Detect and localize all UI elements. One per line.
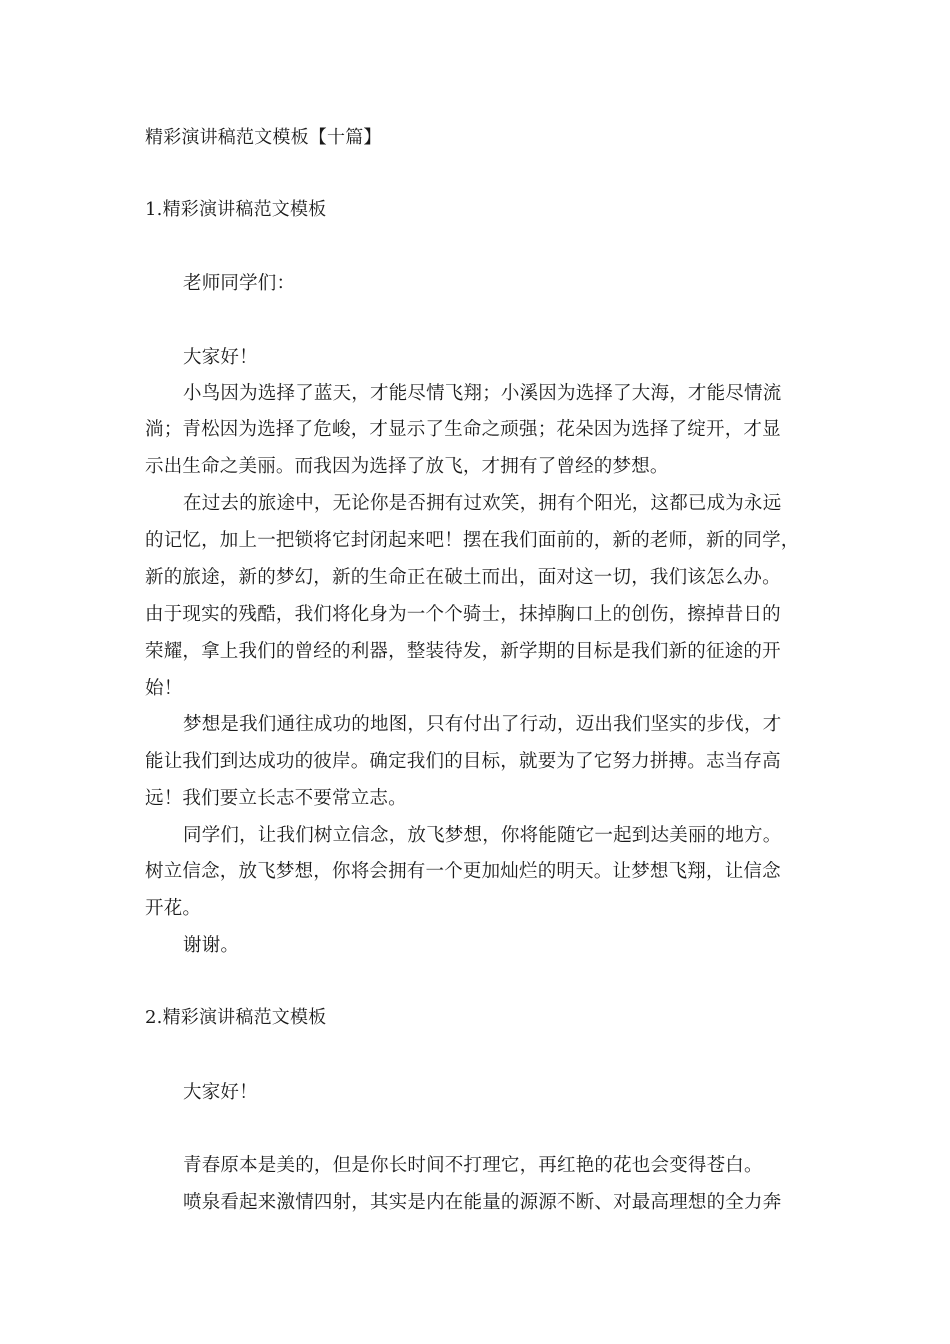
paragraph-line: 始！	[145, 678, 183, 699]
paragraph-line: 大家好！	[183, 347, 258, 368]
paragraph-line: 谢谢。	[183, 935, 240, 956]
paragraph-line: 老师同学们：	[183, 273, 296, 294]
paragraph-line: 在过去的旅途中，无论你是否拥有过欢笑，拥有个阳光，这都已成为永远	[183, 493, 782, 514]
paragraph-line: 喷泉看起来激情四射，其实是内在能量的源源不断、对最高理想的全力奔	[183, 1192, 782, 1213]
section-heading-2: 2.精彩演讲稿范文模板	[145, 1007, 327, 1028]
paragraph-line: 同学们，让我们树立信念，放飞梦想，你将能随它一起到达美丽的地方。	[183, 825, 782, 846]
section-heading-1: 1.精彩演讲稿范文模板	[145, 199, 327, 220]
paragraph-line: 大家好！	[183, 1082, 258, 1103]
paragraph-line: 能让我们到达成功的彼岸。确定我们的目标，就要为了它努力拼搏。志当存高	[145, 751, 781, 772]
paragraph-line: 梦想是我们通往成功的地图，只有付出了行动，迈出我们坚实的步伐，才	[183, 714, 782, 735]
document-title: 精彩演讲稿范文模板【十篇】	[145, 127, 382, 148]
paragraph-line: 的记忆，加上一把锁将它封闭起来吧！摆在我们面前的，新的老师，新的同学，	[145, 530, 800, 551]
paragraph-line: 远！我们要立长志不要常立志。	[145, 788, 407, 809]
paragraph-line: 示出生命之美丽。而我因为选择了放飞，才拥有了曾经的梦想。	[145, 456, 669, 477]
paragraph-line: 树立信念，放飞梦想，你将会拥有一个更加灿烂的明天。让梦想飞翔，让信念	[145, 861, 781, 882]
paragraph-line: 开花。	[145, 898, 202, 919]
paragraph-line: 由于现实的残酷，我们将化身为一个个骑士，抹掉胸口上的创伤，擦掉昔日的	[145, 604, 781, 625]
paragraph-line: 青春原本是美的，但是你长时间不打理它，再红艳的花也会变得苍白。	[183, 1155, 763, 1176]
paragraph-line: 小鸟因为选择了蓝天，才能尽情飞翔；小溪因为选择了大海，才能尽情流	[183, 383, 782, 404]
paragraph-line: 荣耀，拿上我们的曾经的利器，整装待发，新学期的目标是我们新的征途的开	[145, 641, 781, 662]
paragraph-line: 新的旅途，新的梦幻，新的生命正在破土而出，面对这一切，我们该怎么办。	[145, 567, 781, 588]
paragraph-line: 淌；青松因为选择了危峻，才显示了生命之顽强；花朵因为选择了绽开，才显	[145, 419, 781, 440]
